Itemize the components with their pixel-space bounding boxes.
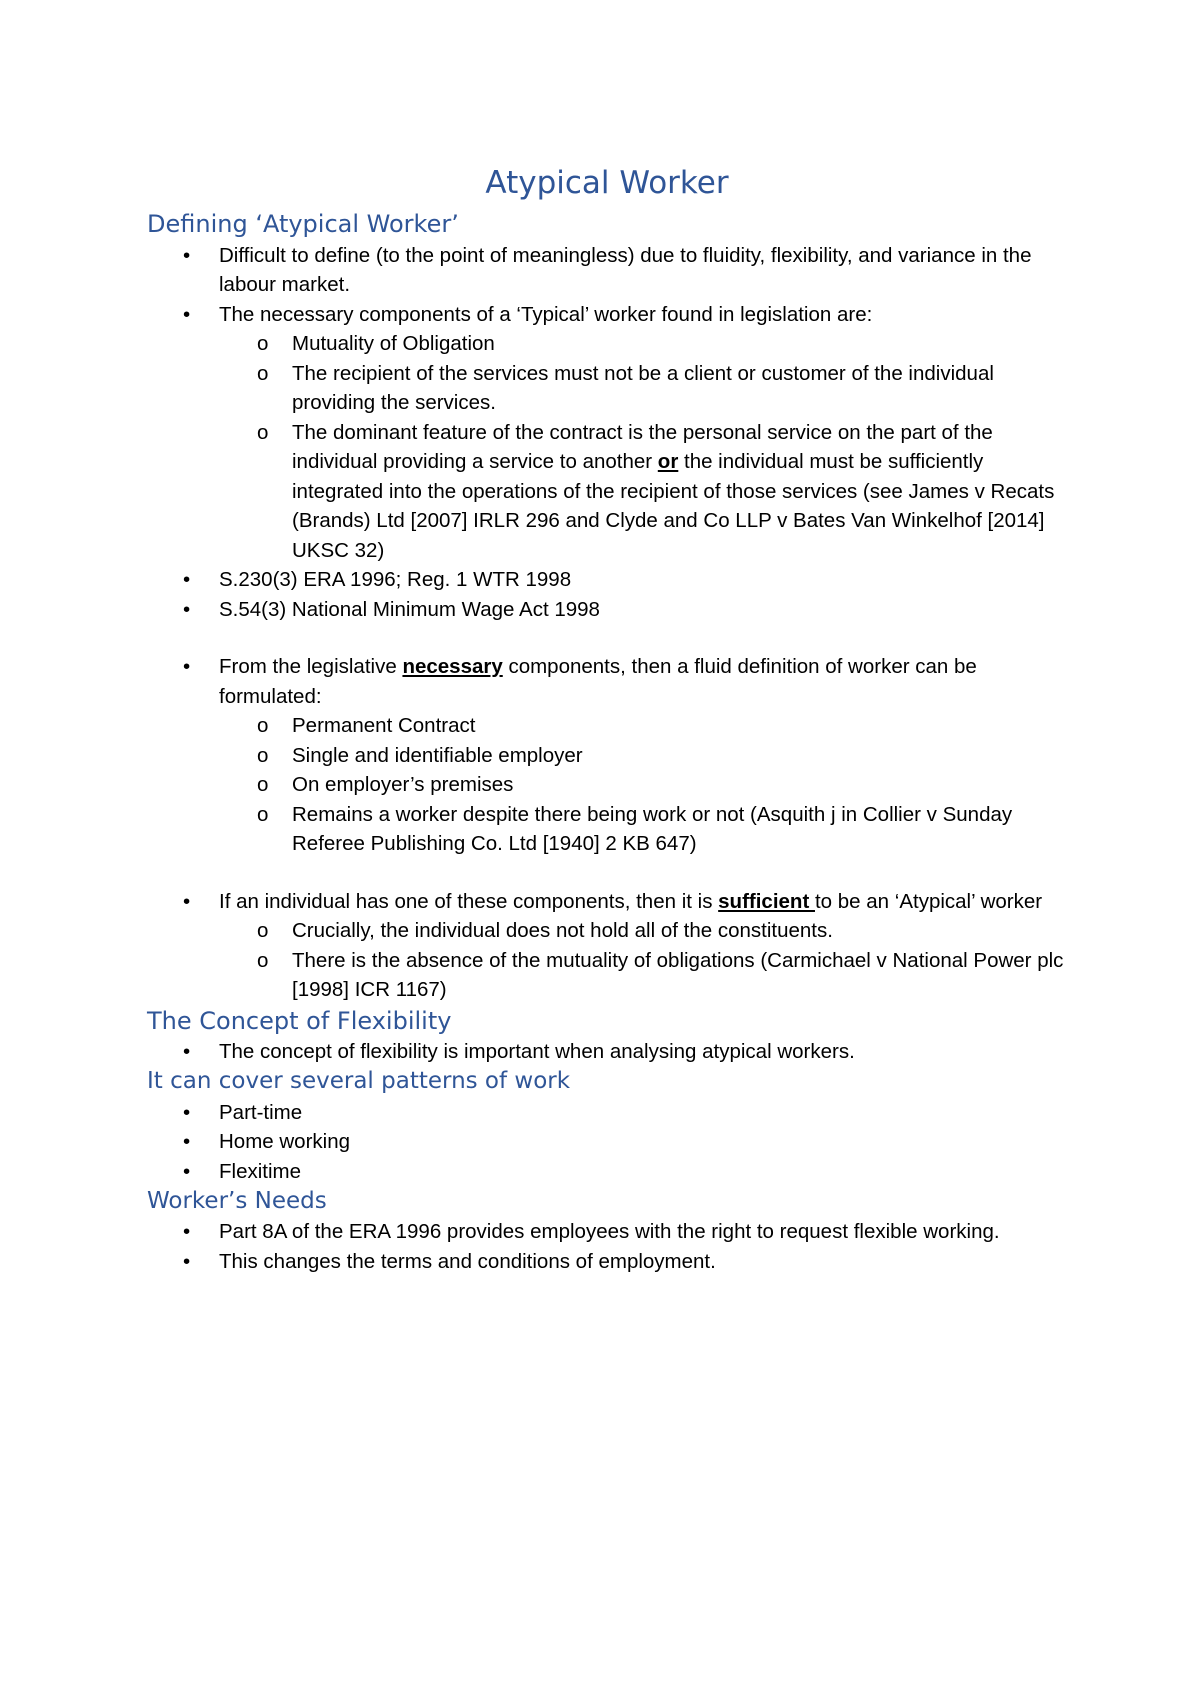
sub-bullet-icon: o: [257, 420, 269, 444]
sub-bullet-icon: o: [257, 332, 269, 356]
list-item-text: Home working: [219, 1130, 351, 1154]
list-item: [147, 652, 1067, 859]
sub-list-item-text: Mutuality of Obligation: [292, 332, 495, 356]
section1-list-2: [147, 652, 1067, 859]
sub-list: [219, 916, 1067, 1005]
bullet-icon: •: [183, 243, 191, 267]
sub-list-item-text: The dominant feature of the contract is the personal service on the part of the individual providing a service to another: [292, 420, 993, 474]
list-item-text: If an individual has one of these components, then it is: [219, 889, 719, 913]
emphasis-necessary: necessary: [402, 655, 503, 679]
bullet-icon: •: [183, 1039, 191, 1063]
sub-list-item: [147, 741, 1067, 771]
section4-list: [147, 1217, 1067, 1276]
bullet-icon: •: [183, 1130, 191, 1154]
emphasis-sufficient: sufficient: [718, 889, 815, 913]
list-item-text: S.54(3) National Minimum Wage Act 1998: [219, 597, 600, 621]
sub-list-item-text: the individual must be sufficiently integrated into the operations of the recipient of those services (see James v Recats (Brands) Ltd [2007] IRLR 296 and Clyde and Co LLP v Bates Van Winkelhof [2014] UKSC 32): [292, 450, 1055, 562]
sub-bullet-icon: o: [257, 361, 269, 385]
sub-list-item-text: Permanent Contract: [292, 714, 476, 738]
list-item-text: Flexitime: [219, 1159, 302, 1183]
list-item: [147, 1037, 1067, 1067]
sub-list-item: [147, 329, 1067, 359]
sub-list-item-text: On employer’s premises: [292, 773, 514, 797]
list-item: [147, 565, 1067, 595]
sub-list-item-text: There is the absence of the mutuality of obligations (Carmichael v National Power plc [1998] ICR 1167): [292, 948, 1064, 1002]
sub-list: [219, 329, 1067, 565]
list-item: [147, 1127, 1067, 1157]
bullet-icon: •: [183, 568, 191, 592]
list-item: [147, 241, 1067, 300]
spacer: [147, 624, 1067, 652]
heading-patterns-of-work: It can cover several patterns of work: [147, 1068, 571, 1095]
sub-list-item: [147, 418, 1067, 566]
list-item-text: Difficult to define (to the point of meaningless) due to fluidity, flexibility, and variance in the labour market.: [219, 243, 1032, 297]
list-item-text: From the legislative: [219, 655, 403, 679]
sub-list-item: [147, 770, 1067, 800]
sub-list-item: [147, 800, 1067, 859]
sub-bullet-icon: o: [257, 714, 269, 738]
section1-list: [147, 241, 1067, 625]
sub-list-item-text: Remains a worker despite there being work or not (Asquith j in Collier v Sunday Referee Publishing Co. Ltd [1940] 2 KB 647): [292, 802, 1013, 856]
list-item: [147, 887, 1067, 1005]
list-item-text: components, then a fluid definition of worker can be formulated:: [219, 655, 977, 708]
heading-workers-needs: Worker’s Needs: [147, 1188, 327, 1215]
list-item-text: to be an ‘Atypical’ worker: [814, 889, 1043, 913]
heading-concept-of-flexibility: The Concept of Flexibility: [147, 1006, 452, 1035]
list-item: [147, 300, 1067, 566]
bullet-icon: •: [183, 1100, 191, 1124]
sub-list-item-text: The recipient of the services must not be a client or customer of the individual providing the services.: [292, 361, 994, 415]
list-item: [147, 1098, 1067, 1128]
bullet-icon: •: [183, 1249, 191, 1273]
sub-list-item-text: Single and identifiable employer: [292, 743, 583, 767]
list-item-text: The concept of flexibility is important when analysing atypical workers.: [219, 1039, 855, 1063]
sub-bullet-icon: o: [257, 802, 269, 826]
list-item: [147, 595, 1067, 625]
sub-bullet-icon: o: [257, 948, 269, 972]
sub-list: [219, 711, 1067, 859]
section1-list-3: [147, 887, 1067, 1005]
sub-list-item-text: Crucially, the individual does not hold all of the constituents.: [292, 919, 833, 943]
list-item-text: The necessary components of a ‘Typical’ worker found in legislation are:: [219, 302, 873, 326]
section2-list: [147, 1037, 1067, 1067]
list-item: [147, 1247, 1067, 1277]
list-item-text: S.230(3) ERA 1996; Reg. 1 WTR 1998: [219, 568, 572, 592]
bullet-icon: •: [183, 597, 191, 621]
list-item-text: Part-time: [219, 1100, 303, 1124]
spacer: [147, 859, 1067, 887]
bullet-icon: •: [183, 889, 191, 913]
sub-list-item: [147, 359, 1067, 418]
sub-list-item: [147, 946, 1067, 1005]
sub-bullet-icon: o: [257, 773, 269, 797]
document-page: [147, 165, 1067, 1276]
sub-list-item: [147, 916, 1067, 946]
list-item: [147, 1217, 1067, 1247]
list-item: [147, 1157, 1067, 1187]
bullet-icon: •: [183, 1220, 191, 1244]
bullet-icon: •: [183, 302, 191, 326]
bullet-icon: •: [183, 655, 191, 679]
heading-defining-atypical-worker: Defining ‘Atypical Worker’: [147, 210, 459, 239]
document-title: Atypical Worker: [485, 165, 729, 201]
list-item-text: Part 8A of the ERA 1996 provides employees with the right to request flexible working.: [219, 1220, 1000, 1244]
sub-list-item: [147, 711, 1067, 741]
sub-bullet-icon: o: [257, 743, 269, 767]
section3-list: [147, 1098, 1067, 1187]
list-item-text: This changes the terms and conditions of employment.: [219, 1249, 716, 1273]
sub-bullet-icon: o: [257, 919, 269, 943]
bullet-icon: •: [183, 1159, 191, 1183]
emphasis-or: or: [657, 450, 679, 474]
